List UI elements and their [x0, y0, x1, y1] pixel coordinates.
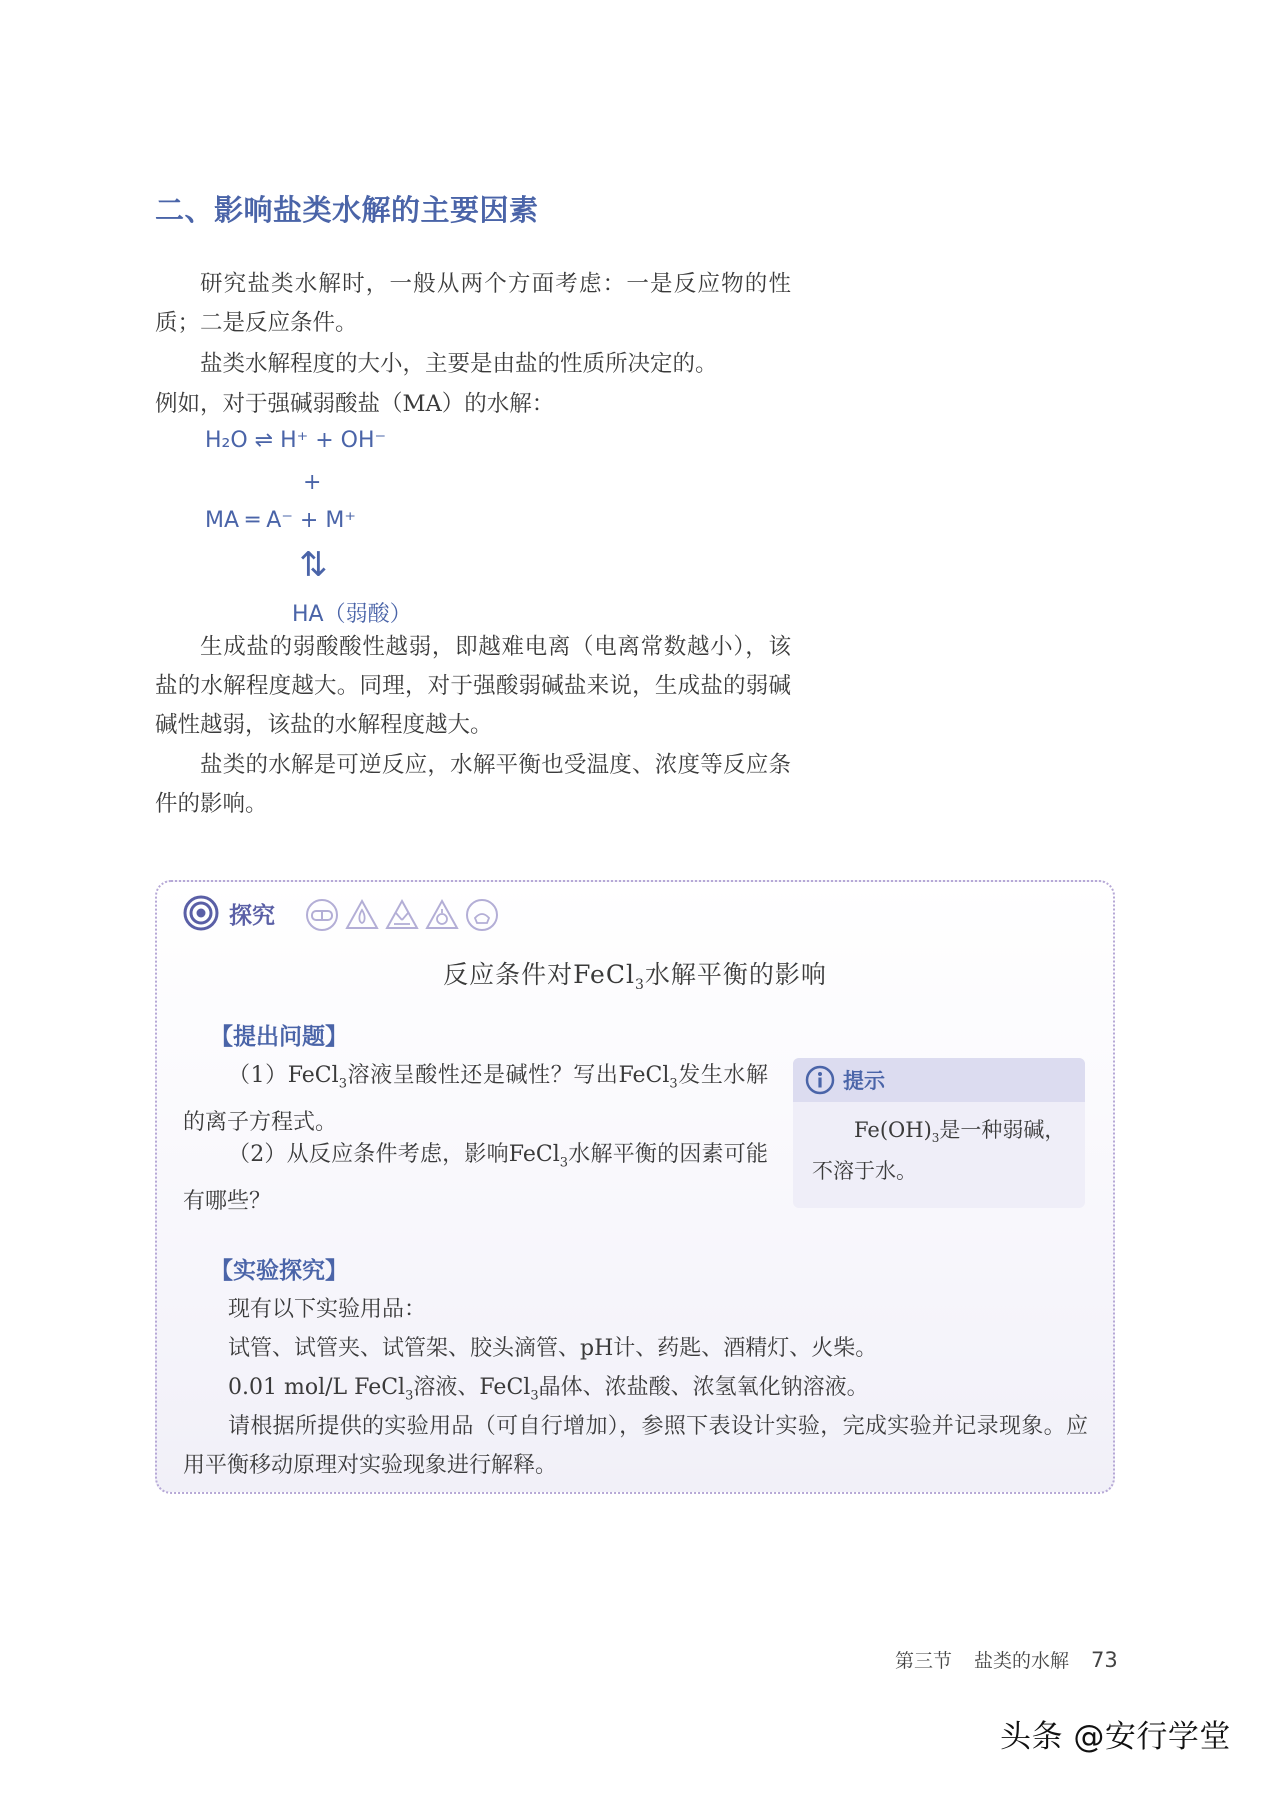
page-footer [895, 1646, 1118, 1673]
experiment-heading: 【实验探究】 [210, 1258, 348, 1284]
goggles-icon [305, 898, 339, 932]
explore-label: 探究 [229, 902, 275, 929]
question-2: （2）从反应条件考虑，影响FeCl$_3$水解平衡的因素可能有哪些？ [183, 1142, 768, 1215]
question-1: （1）FeCl$_3$溶液呈酸性还是碱性？写出FeCl$_3$发生水解的离子方程式。 [183, 1063, 768, 1136]
question-heading: 【提出问题】 [210, 1024, 348, 1050]
section-title: 二、影响盐类水解的主要因素 [155, 193, 539, 227]
equation-weak-acid: HA（弱酸） [292, 602, 412, 627]
experiment-intro: 现有以下实验用品： [228, 1297, 427, 1322]
fire-hazard-icon [345, 898, 379, 932]
hint-header [793, 1058, 1085, 1102]
explore-title: 反应条件对FeCl$_3$水解平衡的影响 [443, 960, 827, 993]
footer-section: 第三节 [895, 1650, 953, 1672]
hint-text: $Fe(OH)_3$是一种弱碱，不溶于水。 [812, 1118, 1066, 1184]
hint-label: 提示 [843, 1069, 885, 1093]
heat-hazard-icon [425, 898, 459, 932]
experiment-equipment: 试管、试管夹、试管架、胶头滴管、pH计、药匙、酒精灯、火柴。 [228, 1336, 878, 1361]
target-icon [183, 895, 219, 931]
experiment-reagents: 0.01 mol/L FeCl$_3$溶液、FeCl$_3$晶体、浓盐酸、浓氢氧化钠溶液。 [228, 1375, 869, 1404]
equation-water-ionization: H₂O ⇌ H⁺ + OH⁻ [205, 428, 387, 453]
equation-plus: + [303, 470, 322, 495]
paragraph-weak-acid: 生成盐的弱酸酸性越弱，即越难电离（电离常数越小），该盐的水解程度越大。同理，对于强酸弱碱盐来说，生成盐的弱碱碱性越弱，该盐的水解程度越大。 [155, 634, 791, 738]
experiment-instructions: 请根据所提供的实验用品（可自行增加），参照下表设计实验，完成实验并记录现象。应用平衡移动原理对实验现象进行解释。 [183, 1414, 1088, 1478]
info-icon [805, 1065, 835, 1095]
equation-salt-dissociation: MA ═ A⁻ + M⁺ [205, 508, 356, 533]
watermark: 头条 @安行学堂 [1000, 1719, 1231, 1755]
corrosive-hazard-icon [385, 898, 419, 932]
paragraph-example: 例如，对于强碱弱酸盐（MA）的水解： [155, 391, 555, 417]
explore-badge [183, 895, 275, 931]
safety-icons [305, 898, 499, 932]
hand-wash-icon [465, 898, 499, 932]
paragraph-main-factor: 盐类水解程度的大小，主要是由盐的性质所决定的。 [200, 351, 718, 377]
equilibrium-arrow: ⇅ [299, 545, 328, 585]
footer-chapter: 盐类的水解 [974, 1650, 1070, 1672]
page-number: 73 [1091, 1648, 1118, 1672]
paragraph-reversible: 盐类的水解是可逆反应，水解平衡也受温度、浓度等反应条件的影响。 [155, 752, 791, 817]
paragraph-intro: 研究盐类水解时，一般从两个方面考虑：一是反应物的性质；二是反应条件。 [155, 271, 791, 336]
